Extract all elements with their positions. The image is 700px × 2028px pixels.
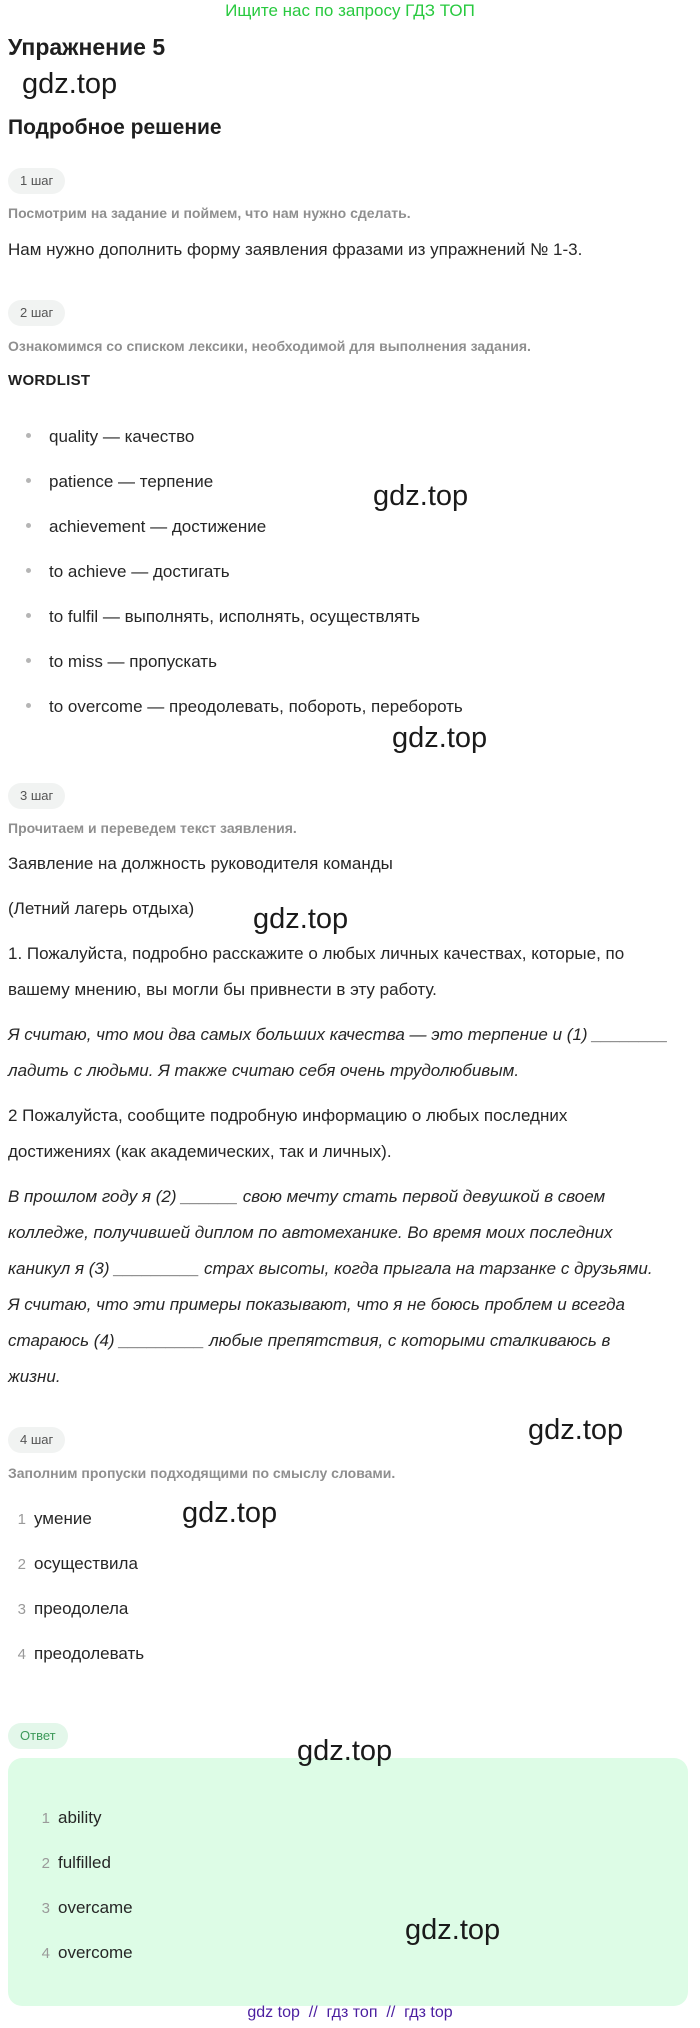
step-4-description: Заполним пропуски подходящими по смыслу словами.	[8, 1465, 396, 1481]
answer-box	[8, 1758, 688, 2006]
question-2-line-1: 2 Пожалуйста, сообщите подробную информацию о любых последних	[8, 1106, 568, 1125]
step-3-description: Прочитаем и переведем текст заявления.	[8, 820, 297, 836]
wordlist-item: to achieve — достигать	[26, 562, 230, 582]
watermark: gdz.top	[373, 480, 469, 512]
watermark: gdz.top	[297, 1735, 393, 1767]
bullet-icon	[26, 703, 31, 708]
wordlist-item: to fulfil — выполнять, исполнять, осуществлять	[26, 607, 420, 627]
question-2-line-2: достижениях (как академических, так и личных).	[8, 1142, 392, 1161]
bullet-icon	[26, 433, 31, 438]
application-subheading: (Летний лагерь отдыха)	[8, 899, 195, 918]
answer-2-line-6: жизни.	[8, 1367, 61, 1386]
bullet-icon	[26, 523, 31, 528]
watermark: gdz.top	[253, 903, 349, 935]
watermark: gdz.top	[182, 1497, 278, 1529]
bullet-icon	[26, 658, 31, 663]
answer-item: 2 fulfilled	[41, 1853, 111, 1872]
wordlist-item: quality — качество	[26, 427, 194, 447]
bullet-icon	[26, 613, 31, 618]
answer-2-line-1: В прошлом году я (2) ______ свою мечту стать первой девушкой в своем	[8, 1187, 606, 1206]
answer-2-line-4: Я считаю, что эти примеры показывают, что я не боюсь проблем и всегда	[8, 1295, 625, 1314]
section-subtitle: Подробное решение	[8, 116, 222, 139]
step-2-description: Ознакомимся со списком лексики, необходимой для выполнения задания.	[8, 338, 531, 354]
top-banner[interactable]: Ищите нас по запросу ГДЗ ТОП	[225, 1, 475, 20]
application-heading: Заявление на должность руководителя команды	[8, 854, 393, 873]
step-3-badge: 3 шаг	[8, 783, 65, 809]
watermark: gdz.top	[22, 68, 118, 100]
step-1-badge: 1 шаг	[8, 168, 65, 194]
watermark: gdz.top	[528, 1414, 624, 1446]
bullet-icon	[26, 478, 31, 483]
bullet-icon	[26, 568, 31, 573]
wordlist-heading: WORDLIST	[8, 372, 91, 389]
list-item: 4 преодолевать	[17, 1644, 145, 1663]
wordlist-item: patience — терпение	[26, 472, 213, 492]
page-title: Упражнение 5	[8, 34, 166, 60]
step-1-description: Посмотрим на задание и поймем, что нам нужно сделать.	[8, 205, 411, 221]
list-item: 1 умение	[17, 1509, 92, 1528]
question-1-line-2: вашему мнению, вы могли бы привнести в эту работу.	[8, 980, 437, 999]
answer-2-line-3: каникул я (3) _________ страх высоты, когда прыгала на тарзанке с друзьями.	[8, 1259, 653, 1278]
answer-item: 1 ability	[41, 1808, 102, 1827]
step-1-text: Нам нужно дополнить форму заявления фразами из упражнений № 1-3.	[8, 240, 583, 259]
wordlist-item: to miss — пропускать	[26, 652, 217, 672]
list-item: 3 преодолела	[17, 1599, 129, 1618]
answer-2-line-5: стараюсь (4) _________ любые препятствия, с которыми сталкиваюсь в	[8, 1331, 611, 1350]
watermark: gdz.top	[405, 1914, 501, 1946]
question-1-line-1: 1. Пожалуйста, подробно расскажите о любых личных качествах, которые, по	[8, 944, 625, 963]
step-4-badge: 4 шаг	[8, 1427, 65, 1453]
answer-1-line-1: Я считаю, что мои два самых больших качества — это терпение и (1) ________	[8, 1025, 668, 1044]
answer-item: 3 overcame	[41, 1898, 133, 1917]
answer-1-line-2: ладить с людьми. Я также считаю себя очень трудолюбивым.	[8, 1061, 520, 1080]
step-2-badge: 2 шаг	[8, 300, 65, 326]
watermark: gdz.top	[392, 722, 488, 754]
answer-badge: Ответ	[8, 1723, 68, 1749]
answer-2-line-2: колледже, получившей диплом по автомеханике. Во время моих последних	[8, 1223, 613, 1242]
wordlist-item: to overcome — преодолевать, побороть, перебороть	[26, 697, 463, 717]
wordlist-item: achievement — достижение	[26, 517, 266, 537]
footer-links[interactable]: gdz top // гдз топ // гдз top	[247, 2004, 453, 2021]
answer-item: 4 overcome	[41, 1943, 133, 1962]
list-item: 2 осуществила	[17, 1554, 138, 1573]
